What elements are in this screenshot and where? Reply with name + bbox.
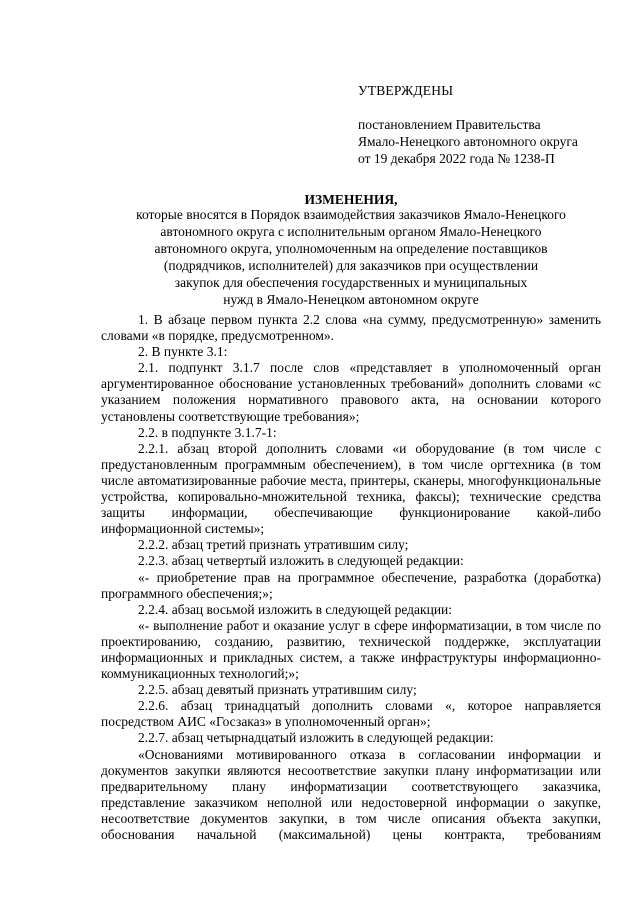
- approval-line: Ямало-Ненецкого автономного округа: [358, 134, 578, 149]
- paragraph-2-2-6: 2.2.6. абзац тринадцатый дополнить словами «, которое направляется посредством АИС «Госзаказ» в уполномоченный орган»;: [101, 698, 601, 730]
- document-title: ИЗМЕНЕНИЯ,: [304, 192, 398, 207]
- paragraph-2-2-3: 2.2.3. абзац четвертый изложить в следующей редакции:: [138, 553, 464, 569]
- paragraph-2-2-5: 2.2.5. абзац девятый признать утратившим силу;: [138, 682, 417, 698]
- subtitle-line: автономного округа, уполномоченным на определение поставщиков: [154, 240, 548, 256]
- subtitle-line: (подрядчиков, исполнителей) для заказчиков при осуществлении: [163, 257, 539, 273]
- paragraph-2-2-7-text: «Основаниями мотивированного отказа в согласовании информации и документов закупки являются несоответствие закупки плану информатизации или предварительному плану информатизации соответствующего заказчика, представление заказчиком неполной или недостоверной информации о закупке, несоответствие документов закупки, в том числе описания объекта закупки, обоснования начальной (максимальной) цены контракта, требованиям: [101, 746, 601, 842]
- paragraph-2-2-3-text: «- приобретение прав на программное обеспечение, разработка (доработка) программного обеспечения;»;: [101, 569, 601, 601]
- approval-line: от 19 декабря 2022 года № 1238-П: [358, 151, 555, 166]
- paragraph-1: 1. В абзаце первом пункта 2.2 слова «на сумму, предусмотренную» заменить словами «в порядке, предусмотренном».: [101, 312, 601, 344]
- approval-block: [358, 82, 618, 167]
- paragraph-2-2-1: 2.2.1. абзац второй дополнить словами «и оборудование (в том числе с предустановленным программным обеспечением), в том числе оргтехника (в том числе автоматизированные рабочие места, принтеры, сканеры, многофункциональные устройства, копировально-множительной техника, факсы); технические средства защиты информации, обеспечивающие функционирование какой-либо информационной системы»;: [101, 440, 601, 537]
- subtitle-line: закупок для обеспечения государственных и муниципальных: [174, 274, 528, 290]
- approval-line: постановлением Правительства: [358, 117, 541, 132]
- paragraph-2-2-4-text: «- выполнение работ и оказание услуг в сфере информатизации, в том числе по проектированию, созданию, развитию, технической поддержке, эксплуатации информационных и прикладных систем, а также инфраструктуры информационно-коммуникационных технологий;»;: [101, 617, 601, 682]
- document-subtitle: [96, 207, 606, 308]
- paragraph-2-1: 2.1. подпункт 3.1.7 после слов «представляет в уполномоченный орган аргументированное обоснование установленных требований» дополнить словами «с указанием положения нормативного правового акта, на основании которого установлены соответствующие требования»;: [101, 360, 601, 424]
- approval-heading: УТВЕРЖДЕНЫ: [358, 83, 454, 98]
- document-body: [101, 312, 601, 843]
- subtitle-line: нужд в Ямало-Ненецком автономном округе: [223, 291, 479, 307]
- paragraph-2-2-2: 2.2.2. абзац третий признать утратившим силу;: [138, 537, 409, 553]
- paragraph-2: 2. В пункте 3.1:: [138, 344, 228, 360]
- paragraph-2-2-4: 2.2.4. абзац восьмой изложить в следующей редакции:: [138, 601, 453, 617]
- paragraph-2-2-7: 2.2.7. абзац четырнадцатый изложить в следующей редакции:: [138, 730, 494, 746]
- paragraph-2-2: 2.2. в подпункте 3.1.7-1:: [138, 424, 277, 440]
- subtitle-line: автономного округа с исполнительным органом Ямало-Ненецкого: [160, 223, 542, 239]
- subtitle-line: которые вносятся в Порядок взаимодействия заказчиков Ямало-Ненецкого: [136, 207, 566, 222]
